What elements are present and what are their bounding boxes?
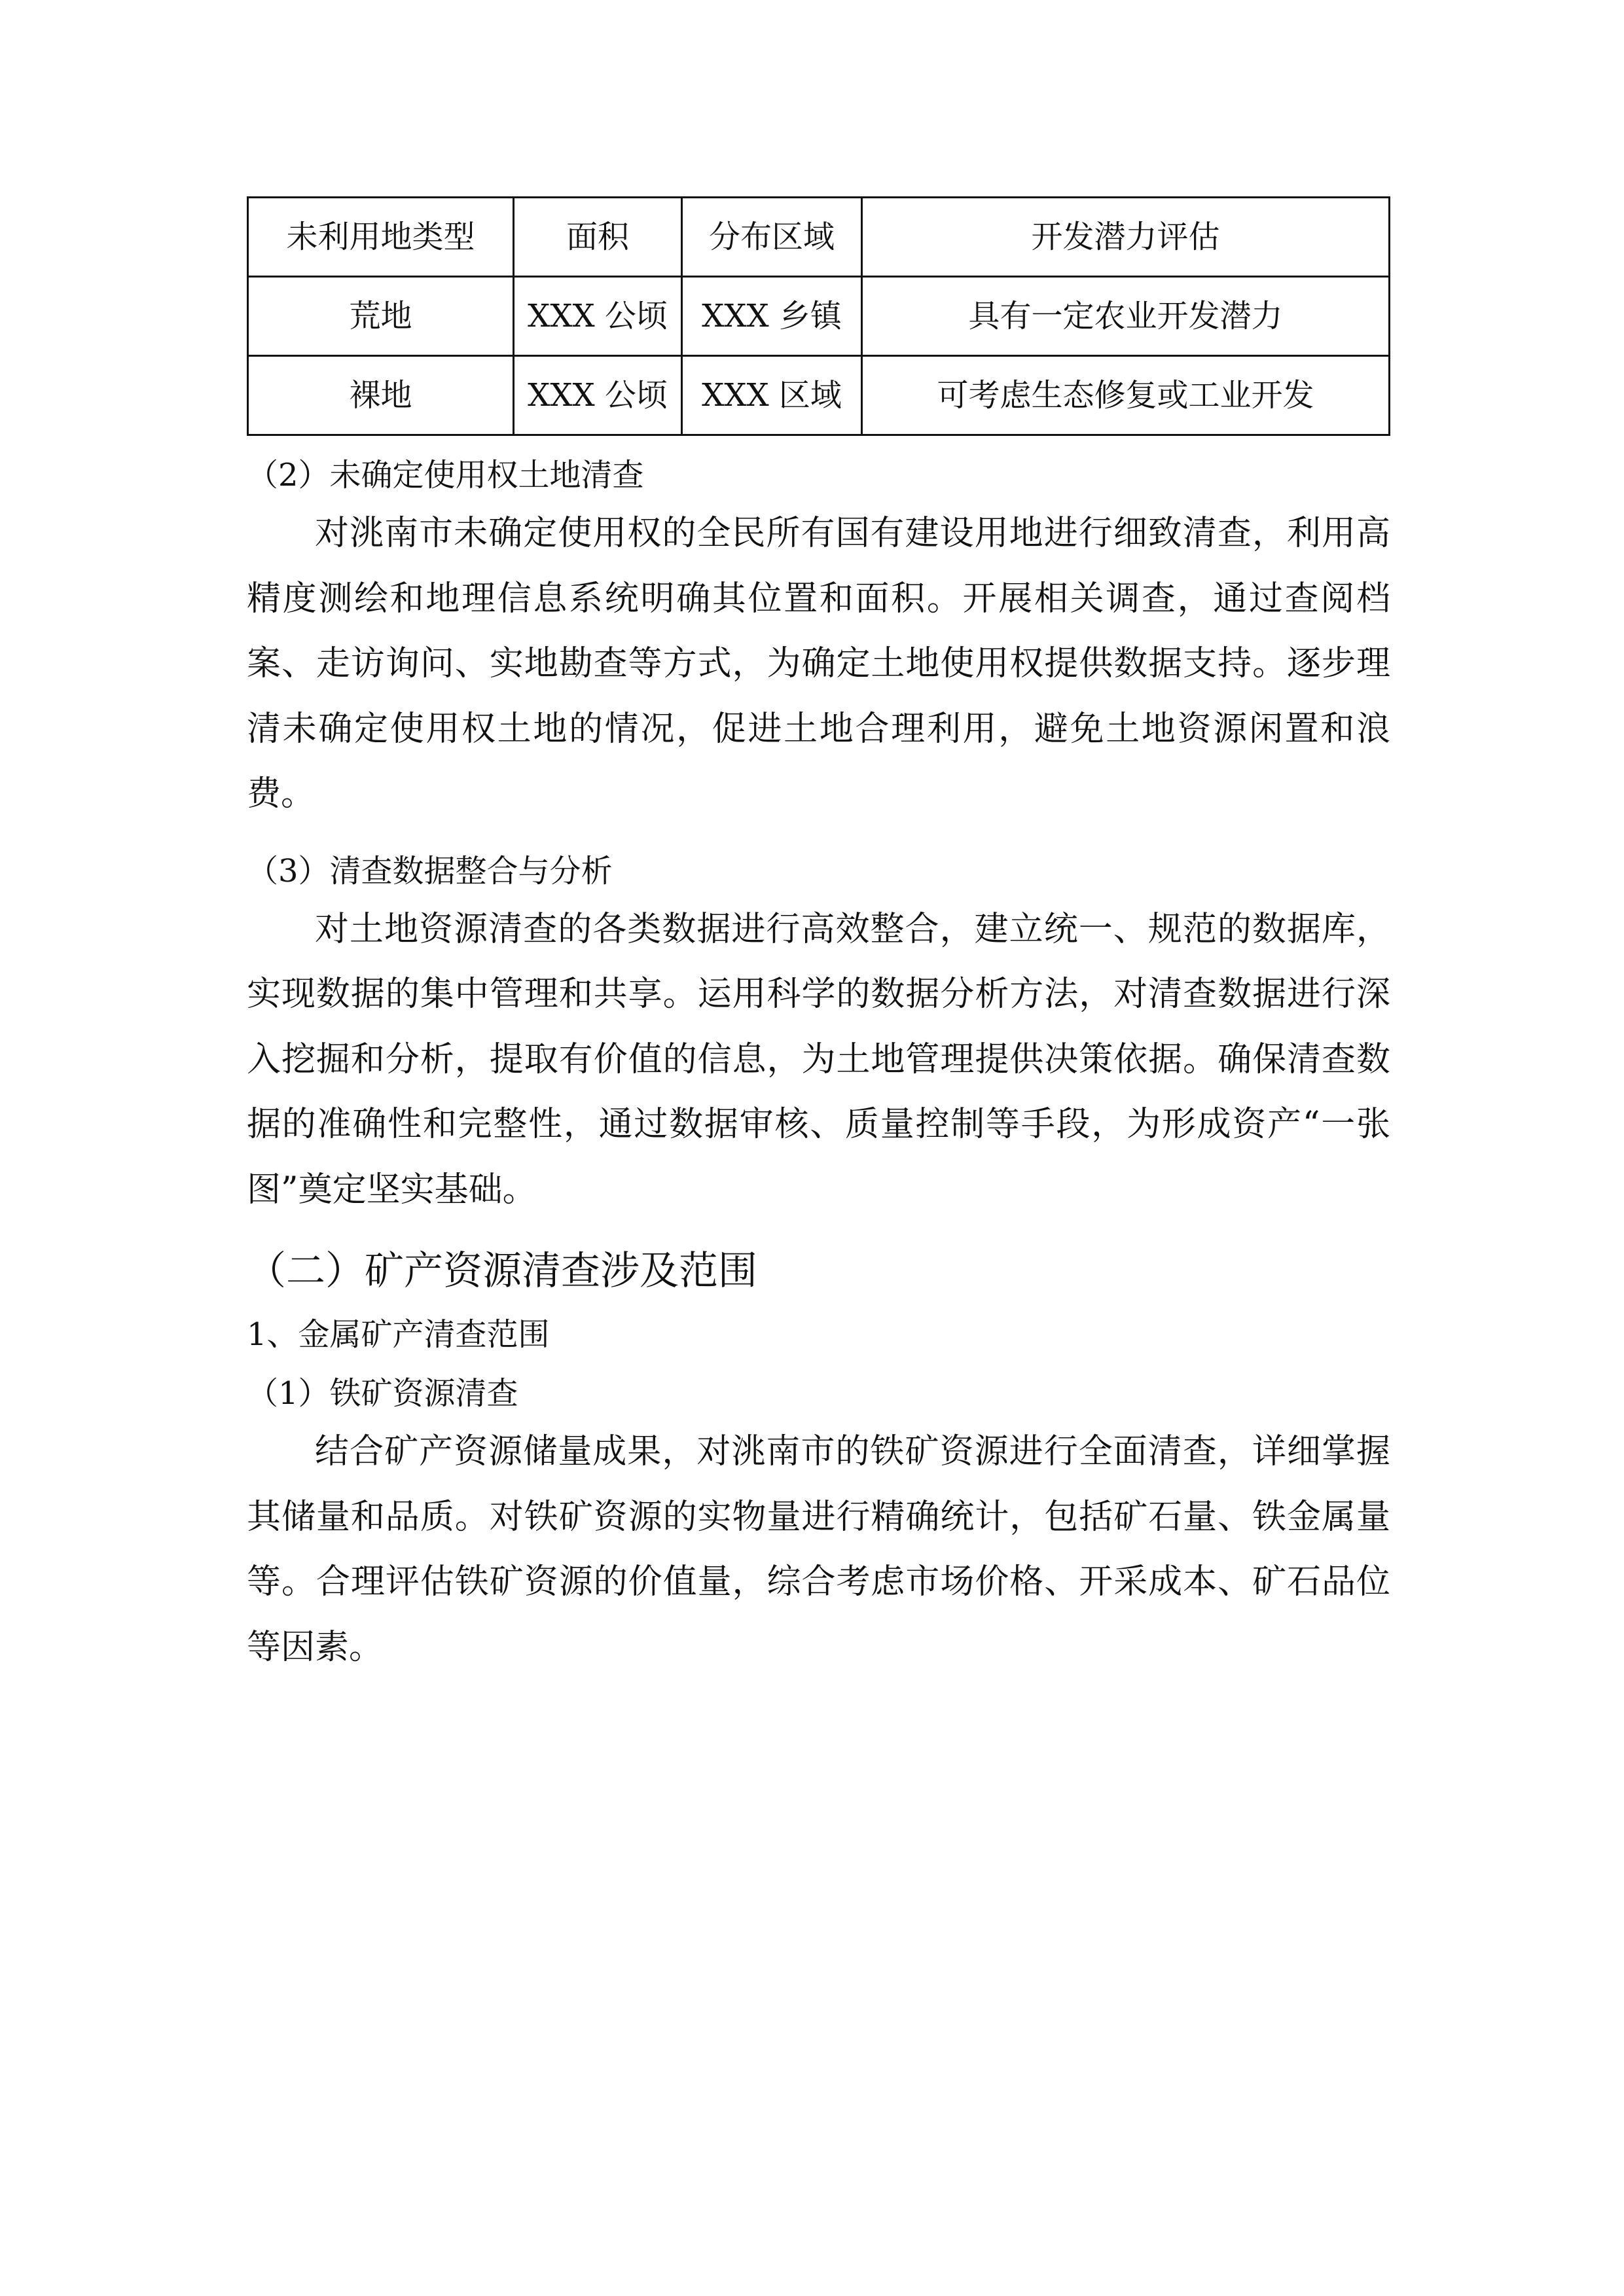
table-row xyxy=(248,277,1390,356)
section-2-title: （2）未确定使用权土地清查 xyxy=(247,457,644,493)
table-cell: XXX 区域 xyxy=(682,356,862,435)
header-cell: 未利用地类型 xyxy=(248,198,514,277)
table-cell: 具有一定农业开发潜力 xyxy=(862,277,1390,356)
table-cell: 可考虑生态修复或工业开发 xyxy=(862,356,1390,435)
table-cell: XXX 乡镇 xyxy=(682,277,862,356)
table-cell: 裸地 xyxy=(248,356,514,435)
table-cell: 荒地 xyxy=(248,277,514,356)
unused-land-table xyxy=(247,196,1390,436)
item-1-title: （1）铁矿资源清查 xyxy=(247,1375,518,1412)
subsection-1-title: 1、金属矿产清查范围 xyxy=(247,1316,550,1353)
table-cell: XXX 公顷 xyxy=(514,356,682,435)
table-header-row xyxy=(248,198,1390,277)
item-1-body: 结合矿产资源储量成果，对洮南市的铁矿资源进行全面清查，详细掌握其储量和品质。对铁矿资源的实物量进行精确统计，包括矿石量、铁金属量等。合理评估铁矿资源的价值量，综合考虑市场价格、开采成本、矿石品位等因素。 xyxy=(247,1432,1390,1667)
section-2-body: 对洮南市未确定使用权的全民所有国有建设用地进行细致清查，利用高精度测绘和地理信息系统明确其位置和面积。开展相关调查，通过查阅档案、走访询问、实地勘查等方式，为确定土地使用权提供数据支持。逐步理清未确定使用权土地的情况，促进土地合理利用，避免土地资源闲置和浪费。 xyxy=(247,514,1390,814)
table-cell: XXX 公顷 xyxy=(514,277,682,356)
header-cell: 开发潜力评估 xyxy=(862,198,1390,277)
document-body xyxy=(247,196,1390,1680)
part-2-heading: （二）矿产资源清查涉及范围 xyxy=(247,1248,757,1294)
table-row xyxy=(248,356,1390,435)
section-3-title: （3）清查数据整合与分析 xyxy=(247,852,613,889)
section-3-body: 对土地资源清查的各类数据进行高效整合，建立统一、规范的数据库，实现数据的集中管理和共享。运用科学的数据分析方法，对清查数据进行深入挖掘和分析，提取有价值的信息，为土地管理提供决策依据。确保清查数据的准确性和完整性，通过数据审核、质量控制等手段，为形成资产“一张图”奠定坚实基础。 xyxy=(247,909,1390,1210)
header-cell: 分布区域 xyxy=(682,198,862,277)
header-cell: 面积 xyxy=(514,198,682,277)
